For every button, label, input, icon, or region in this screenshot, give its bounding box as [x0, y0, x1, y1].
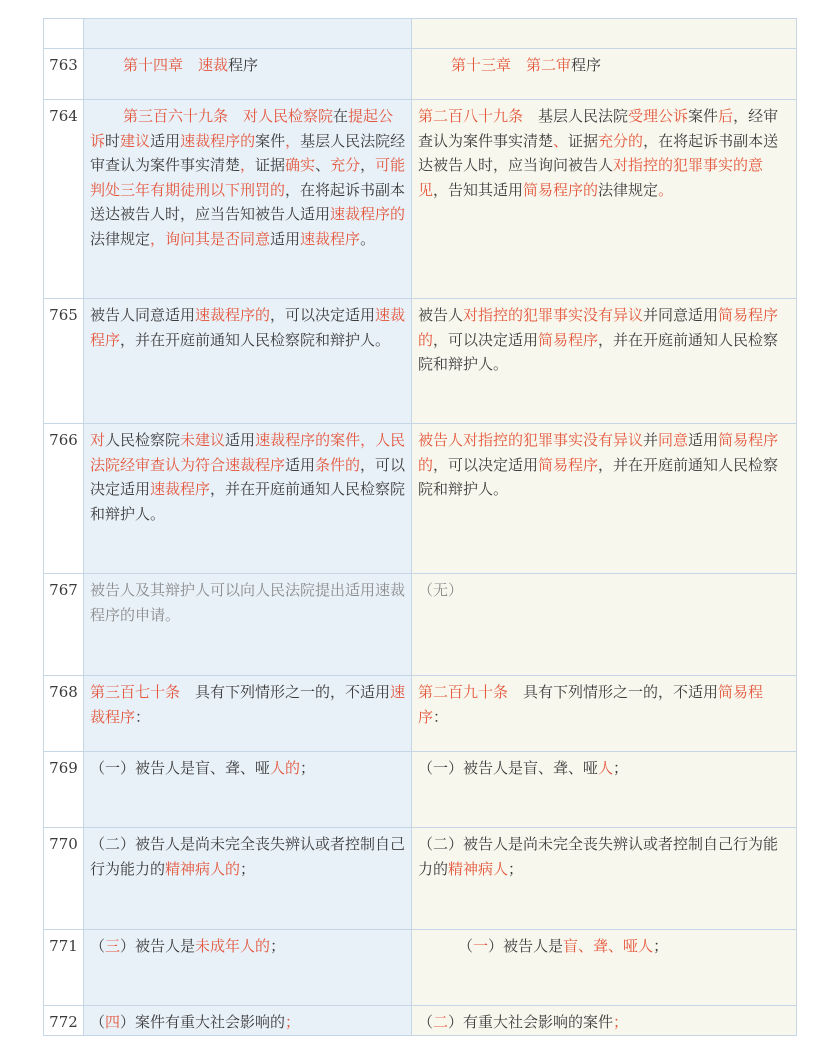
- table-row: [44, 424, 797, 574]
- old-provision-cell: [412, 676, 797, 752]
- text-segment: （: [458, 937, 474, 955]
- table-row: [44, 49, 797, 100]
- old-provision-cell: [412, 299, 797, 424]
- old-provision-cell: [412, 1006, 797, 1036]
- text-segment: （二）被告人是尚未完全丧失辨认或者控制自己行为能力的: [418, 835, 779, 878]
- text-segment: 并同意适用: [643, 306, 719, 324]
- changed-text: 同意: [658, 431, 689, 449]
- text-segment: ）被告人是: [120, 937, 196, 955]
- text-segment: 基层人民法院: [523, 107, 629, 125]
- changed-text: 第二百八十九条: [418, 107, 524, 125]
- text-segment: 证据: [255, 156, 286, 174]
- text-segment: ：: [433, 707, 449, 726]
- changed-text: 速裁程序: [150, 480, 211, 498]
- text-segment: （: [90, 937, 106, 955]
- text-segment: ，告知其适用: [433, 180, 524, 199]
- new-provision-cell: [84, 19, 412, 49]
- text-segment: 适用: [150, 131, 181, 150]
- text-segment: ，: [360, 156, 376, 174]
- changed-text: 受理公诉: [628, 107, 689, 125]
- table-row: [44, 299, 797, 424]
- changed-text: 速裁程序的: [180, 131, 256, 150]
- text-segment: ，可以决定适用: [90, 455, 406, 498]
- new-provision-cell: [84, 676, 412, 752]
- changed-text: 建议: [120, 131, 151, 150]
- changed-text: 简易程序的: [418, 306, 779, 349]
- new-provision-cell: [84, 930, 412, 1006]
- table-row: [44, 100, 797, 299]
- changed-text: 后: [718, 107, 734, 125]
- changed-text: 人的: [270, 759, 301, 777]
- changed-text: 简易程序: [538, 330, 599, 349]
- text-segment: 在: [333, 107, 349, 125]
- row-number: 766: [44, 424, 84, 574]
- table-row: [44, 1006, 797, 1036]
- changed-text: 提起公诉: [90, 107, 394, 150]
- changed-text: ；: [285, 1013, 301, 1031]
- changed-text: 第十三章 第二审: [451, 56, 572, 74]
- text-segment: ；: [653, 937, 669, 955]
- changed-text: 速裁程序: [90, 683, 406, 726]
- changed-text: 精神病人: [448, 859, 509, 878]
- row-number: 763: [44, 49, 84, 100]
- changed-text: 被告人对指控的犯罪事实没有异议: [418, 431, 644, 449]
- text-segment: （: [418, 1013, 434, 1031]
- text-segment: 人民检察院: [105, 431, 181, 449]
- changed-text: 速裁程序的: [330, 205, 406, 223]
- changed-text: 可能判处三年有期徒刑以下刑罚的: [90, 156, 406, 199]
- comparison-table: [43, 18, 797, 1036]
- text-segment: ，在将起诉书副本送达被告人时，应当告知被告人适用: [90, 180, 406, 223]
- table-row: [44, 752, 797, 828]
- changed-text: 第三百七十条: [90, 683, 181, 701]
- changed-text: 人: [598, 759, 614, 777]
- changed-text: 未成年人的: [195, 937, 271, 955]
- changed-text: ，: [285, 131, 301, 150]
- text-segment: ，可以决定适用: [270, 306, 376, 324]
- text-segment: 并: [643, 431, 659, 449]
- text-segment: ；: [270, 937, 286, 955]
- text-segment: ；: [613, 759, 629, 777]
- changed-text: 第十四章 速裁: [123, 56, 229, 74]
- changed-text: 对指控的犯罪事实没有异议: [463, 306, 644, 324]
- text-segment: ：: [135, 707, 151, 726]
- new-provision-cell: [84, 752, 412, 828]
- new-provision-cell: [84, 299, 412, 424]
- changed-text: 二: [433, 1013, 449, 1031]
- changed-text: 、: [553, 131, 569, 150]
- row-number: 767: [44, 574, 84, 676]
- old-provision-cell: [412, 49, 797, 100]
- text-segment: ，并在开庭前通知人民检察院和辩护人。: [90, 480, 406, 523]
- changed-text: 充分的: [598, 131, 644, 150]
- text-segment: ；: [240, 859, 256, 878]
- text-segment: ）案件有重大社会影响的: [120, 1013, 286, 1031]
- changed-text: ，询问其是否同意: [150, 229, 271, 248]
- new-provision-cell: [84, 574, 412, 676]
- changed-text: ；: [613, 1013, 629, 1031]
- changed-text: 速裁程序: [90, 306, 406, 349]
- text-segment: 证据: [568, 131, 599, 150]
- text-segment: ，可以决定适用: [433, 330, 539, 349]
- old-provision-cell: [412, 752, 797, 828]
- text-segment: 程序: [571, 56, 602, 74]
- old-provision-cell: [412, 930, 797, 1006]
- changed-text: 速裁程序的: [195, 306, 271, 324]
- text-segment: ；: [508, 859, 524, 878]
- table-row: [44, 676, 797, 752]
- text-segment: 案件: [688, 107, 719, 125]
- text-segment: ，并在开庭前通知人民检察院和辩护人。: [418, 455, 779, 498]
- new-provision-cell: [84, 49, 412, 100]
- changed-text: 速裁程序: [300, 229, 361, 248]
- old-provision-cell: [412, 574, 797, 676]
- text-segment: 被告人同意适用: [90, 306, 196, 324]
- changed-text: 四: [105, 1013, 121, 1031]
- row-number: 764: [44, 100, 84, 299]
- text-segment: 具有下列情形之一的，不适用: [180, 683, 391, 701]
- text-segment: 、: [315, 156, 331, 174]
- changed-text: 盲、聋、哑人: [563, 937, 654, 955]
- changed-text: 条件的: [315, 455, 361, 474]
- text-segment: 适用: [270, 229, 301, 248]
- changed-text: 速裁程序的案件，人民法院经审查认为符合速裁程序: [90, 431, 406, 474]
- text-segment: 法律规定: [598, 180, 659, 199]
- row-number: 765: [44, 299, 84, 424]
- text-segment: ，并在开庭前通知人民检察院和辩护人。: [418, 330, 779, 373]
- table-row: [44, 828, 797, 930]
- text-segment: （: [90, 1013, 106, 1031]
- new-provision-cell: [84, 424, 412, 574]
- text-segment: （一）被告人是盲、聋、哑: [90, 759, 271, 777]
- changed-text: 确实: [285, 156, 316, 174]
- text-segment: ，可以决定适用: [433, 455, 539, 474]
- changed-text: 简易程序: [418, 683, 764, 726]
- text-segment: 适用: [225, 431, 256, 449]
- new-provision-cell: [84, 828, 412, 930]
- text-segment: 时: [105, 131, 121, 150]
- text-segment: （无）: [418, 581, 464, 599]
- text-segment: ）被告人是: [488, 937, 564, 955]
- changed-text: 简易程序的: [523, 180, 599, 199]
- text-segment: 被告人及其辩护人可以向人民法院提出适用速裁程序的申请。: [90, 581, 406, 624]
- changed-text: 未建议: [180, 431, 226, 449]
- new-provision-cell: [84, 1006, 412, 1036]
- text-segment: 基层人民法院经审查认为案件事实清楚: [90, 131, 406, 174]
- row-number: 770: [44, 828, 84, 930]
- text-segment: （一）被告人是盲、聋、哑: [418, 759, 599, 777]
- text-segment: ，经审查认为案件事实清楚: [418, 107, 779, 150]
- text-segment: 。: [360, 229, 376, 248]
- changed-text: 对指控的犯罪事实的意见: [418, 156, 764, 199]
- changed-text: 精神病人的: [165, 859, 241, 878]
- table-row: [44, 574, 797, 676]
- row-number: [44, 19, 84, 49]
- text-segment: ，并在开庭前通知人民检察院和辩护人。: [120, 330, 391, 349]
- old-provision-cell: [412, 828, 797, 930]
- changed-text: 第二百九十条: [418, 683, 509, 701]
- changed-text: 第三百六十九条 对人民检察院: [123, 107, 334, 125]
- text-segment: 案件: [255, 131, 286, 150]
- changed-text: 简易程序: [538, 455, 599, 474]
- old-provision-cell: [412, 100, 797, 299]
- table-row: [44, 930, 797, 1006]
- changed-text: 对: [90, 431, 106, 449]
- text-segment: 程序: [228, 56, 259, 74]
- changed-text: 一: [473, 937, 489, 955]
- row-number: 768: [44, 676, 84, 752]
- old-provision-cell: [412, 19, 797, 49]
- changed-text: 简易程序的: [418, 431, 779, 474]
- text-segment: ，在将起诉书副本送达被告人时，应当询问被告人: [418, 131, 779, 174]
- row-number: 772: [44, 1006, 84, 1036]
- changed-text: ，: [240, 156, 256, 174]
- text-segment: 具有下列情形之一的，不适用: [508, 683, 719, 701]
- text-segment: 法律规定: [90, 229, 151, 248]
- table-row: [44, 19, 797, 49]
- row-number: 771: [44, 930, 84, 1006]
- row-number: 769: [44, 752, 84, 828]
- text-segment: 被告人: [418, 306, 464, 324]
- text-segment: ；: [300, 759, 316, 777]
- text-segment: 适用: [285, 455, 316, 474]
- text-segment: ）有重大社会影响的案件: [448, 1013, 614, 1031]
- changed-text: 。: [658, 180, 674, 199]
- changed-text: 充分: [330, 156, 361, 174]
- new-provision-cell: [84, 100, 412, 299]
- text-segment: （二）被告人是尚未完全丧失辨认或者控制自己行为能力的: [90, 835, 406, 878]
- old-provision-cell: [412, 424, 797, 574]
- text-segment: 适用: [688, 431, 719, 449]
- changed-text: 三: [105, 937, 121, 955]
